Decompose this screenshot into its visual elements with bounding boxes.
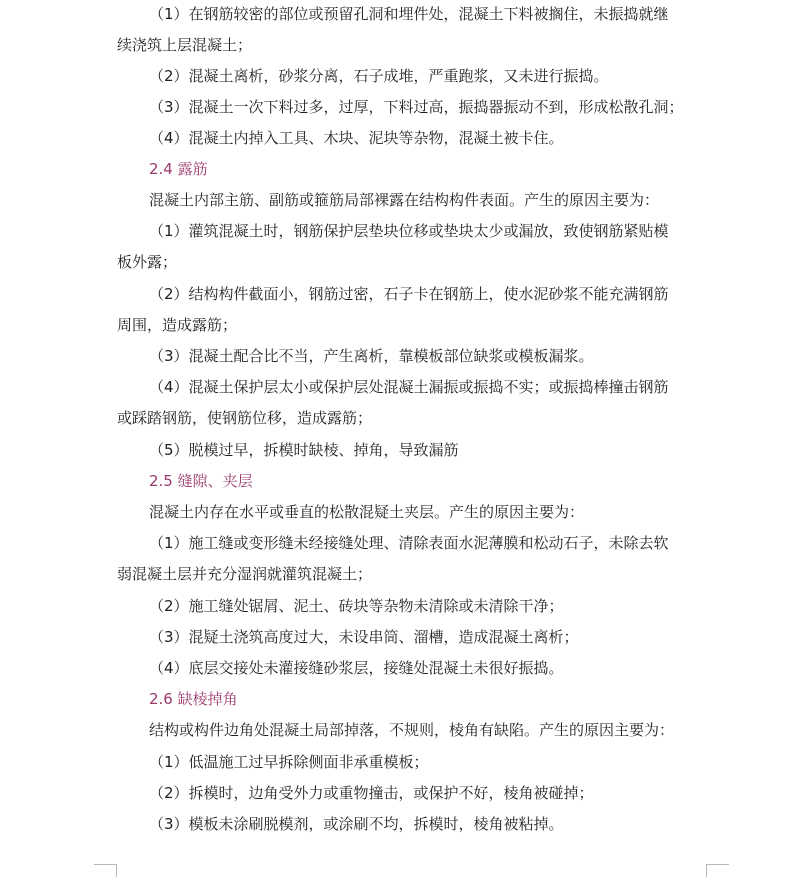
paragraph-line: 板外露；: [117, 253, 178, 271]
paragraph-line: 弱混凝土层并充分湿润就灌筑混凝土；: [117, 565, 373, 583]
paragraph-line: （1）低温施工过早拆除侧面非承重模板；: [149, 753, 429, 771]
paragraph-line: （2）混凝土离析，砂浆分离，石子成堆，严重跑浆，又未进行振捣。: [149, 67, 609, 85]
paragraph-line: 周围，造成露筋；: [117, 316, 238, 334]
paragraph-line: （2）拆模时，边角受外力或重物撞击，或保护不好，棱角被碰掉；: [149, 784, 594, 802]
paragraph-line: （1）施工缝或变形缝未经接缝处理、清除表面水泥薄膜和松动石子，未除去软: [149, 534, 669, 552]
margin-corner-mark-left: [94, 864, 117, 877]
margin-corner-mark-right: [706, 864, 729, 877]
paragraph-line: 续浇筑上层混凝土；: [117, 36, 253, 54]
paragraph-line: （1）灌筑混凝土时，钢筋保护层垫块位移或垫块太少或漏放，致使钢筋紧贴模: [149, 222, 669, 240]
paragraph-line: （3）混疑土浇筑高度过大，未设串筒、溜槽，造成混凝土离析；: [149, 628, 579, 646]
paragraph-line: 结构或构件边角处混凝土局部掉落，不规则，棱角有缺陷。产生的原因主要为：: [149, 721, 675, 739]
paragraph-line: （2）结构构件截面小，钢筋过密，石子卡在钢筋上，使水泥砂浆不能充满钢筋: [149, 285, 669, 303]
section-heading: 2.6 缺棱掉角: [149, 690, 238, 708]
section-heading: 2.5 缝隙、夹层: [149, 472, 253, 490]
paragraph-line: （3）混凝土配合比不当，产生离析，靠模板部位缺浆或模板漏浆。: [149, 347, 594, 365]
paragraph-line: （3）模板未涂刷脱模剂，或涂刷不均，拆模时，棱角被粘掉。: [149, 815, 564, 833]
paragraph-line: （5）脱模过早，拆模时缺棱、掉角，导致漏筋: [149, 441, 459, 459]
paragraph-line: （4）混凝土内掉入工具、木块、泥块等杂物，混凝土被卡住。: [149, 129, 564, 147]
section-heading: 2.4 露筋: [149, 160, 208, 178]
paragraph-line: （1）在钢筋较密的部位或预留孔洞和埋件处，混凝土下料被搁住，未振捣就继: [149, 5, 669, 23]
paragraph-line: 或踩踏钢筋，使钢筋位移，造成露筋；: [117, 409, 373, 427]
paragraph-line: 混凝土内存在水平或垂直的松散混疑土夹层。产生的原因主要为：: [149, 503, 585, 521]
paragraph-line: （3）混凝土一次下料过多，过厚，下料过高，振捣器振动不到，形成松散孔洞；: [149, 98, 684, 116]
paragraph-line: （2）施工缝处锯屑、泥土、砖块等杂物未清除或未清除干净；: [149, 597, 564, 615]
paragraph-line: （4）底层交接处未灌接缝砂浆层，接缝处混凝土未很好振捣。: [149, 659, 564, 677]
paragraph-line: 混凝土内部主筋、副筋或箍筋局部裸露在结构构件表面。产生的原因主要为：: [149, 191, 660, 209]
paragraph-line: （4）混凝土保护层太小或保护层处混凝土漏振或振捣不实；或振捣棒撞击钢筋: [149, 378, 669, 396]
